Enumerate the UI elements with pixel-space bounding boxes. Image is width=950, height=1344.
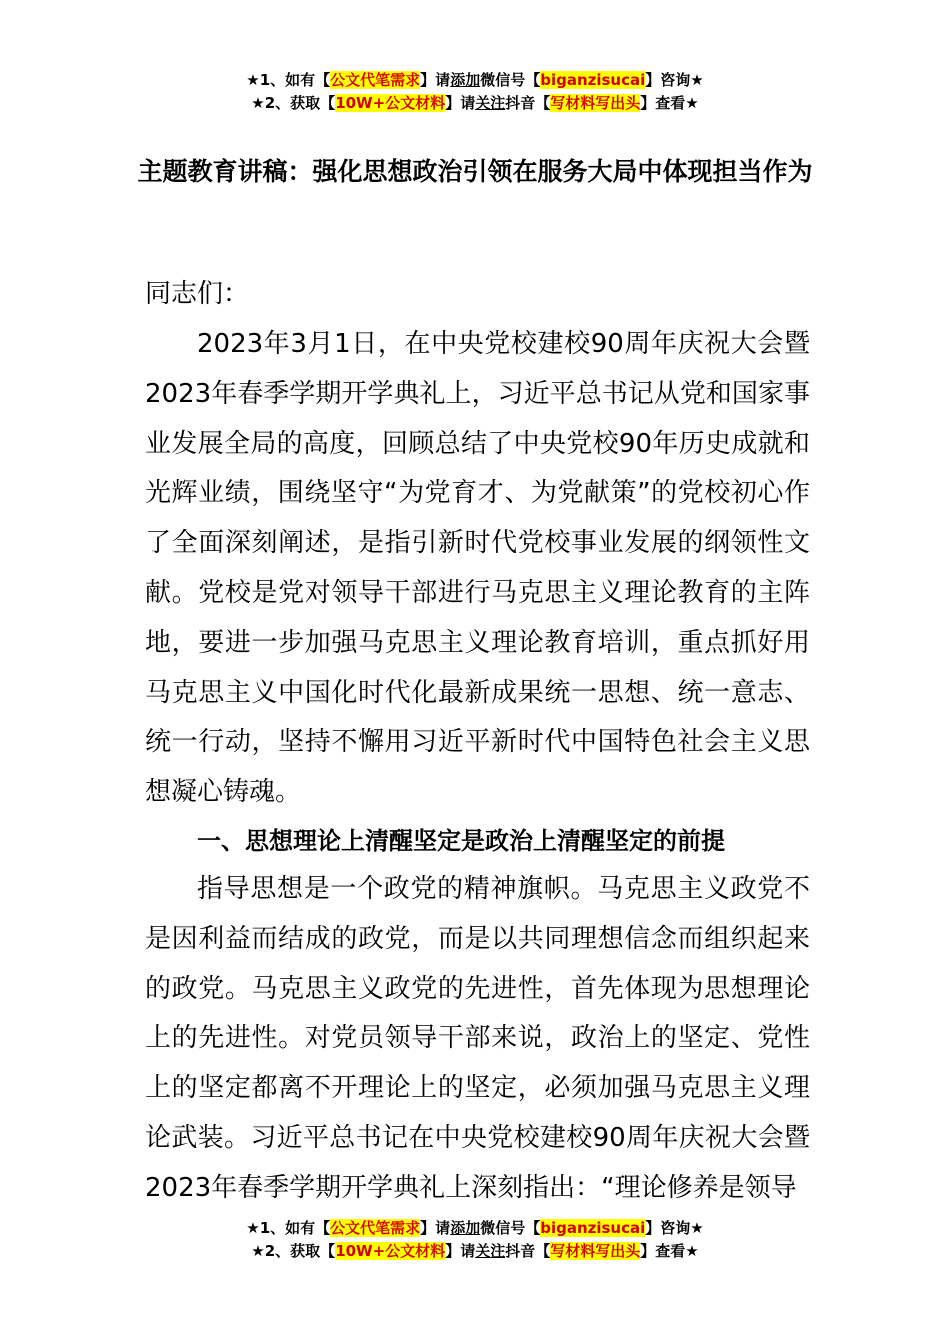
promo-highlight: 公文代笔需求: [330, 1219, 421, 1237]
promo-text: 】请: [445, 94, 476, 112]
promo-highlight: biganzisucai: [540, 1219, 646, 1237]
document-title: 主题教育讲稿：强化思想政治引领在服务大局中体现担当作为: [137, 157, 813, 186]
promo-emphasis: 关注: [475, 94, 506, 112]
promo-banner-top: [0, 69, 950, 115]
promo-line-1: [0, 69, 950, 92]
promo-suffix: 】查看★: [640, 94, 699, 112]
promo-line-1: [0, 1217, 950, 1240]
promo-text: 】请: [445, 1242, 476, 1260]
promo-prefix: ★1、如有【: [246, 1219, 331, 1237]
promo-text: 抖音【: [505, 1242, 551, 1260]
promo-highlight: 公文代笔需求: [330, 71, 421, 89]
paragraph-1: 2023年3月1日，在中央党校建校90周年庆祝大会暨2023年春季学期开学典礼上，习近平总书记从党和国家事业发展全局的高度，回顾总结了中央党校90年历史成就和光辉业绩，围绕坚守“为党育才、为党献策”的党校初心作了全面深刻阐述，是指引新时代党校事业发展的纲领性文献。党校是党对领导干部进行马克思主义理论教育的主阵地，要进一步加强马克思主义理论教育培训，重点抓好用马克思主义中国化时代化最新成果统一思想、统一意志、统一行动，坚持不懈用习近平新时代中国特色社会主义思想凝心铸魂。: [145, 329, 810, 808]
promo-highlight: biganzisucai: [540, 71, 646, 89]
promo-text: 】请: [420, 71, 451, 89]
promo-prefix: ★1、如有【: [246, 71, 331, 89]
promo-highlight: 10W+公文材料: [335, 94, 446, 112]
salutation: 同志们：: [145, 279, 250, 309]
promo-emphasis: 添加: [450, 1219, 481, 1237]
promo-prefix: ★2、获取【: [251, 94, 336, 112]
promo-text: 抖音【: [505, 94, 551, 112]
promo-highlight: 10W+公文材料: [335, 1242, 446, 1260]
promo-suffix: 】咨询★: [645, 1219, 704, 1237]
promo-line-2: [0, 1240, 950, 1263]
promo-text: 】请: [420, 1219, 451, 1237]
promo-text: 微信号【: [480, 71, 541, 89]
promo-highlight: 写材料写出头: [550, 94, 641, 112]
promo-text: 微信号【: [480, 1219, 541, 1237]
promo-line-2: [0, 92, 950, 115]
promo-banner-bottom: [0, 1217, 950, 1263]
promo-suffix: 】咨询★: [645, 71, 704, 89]
paragraph-2: 指导思想是一个政党的精神旗帜。马克思主义政党不是因利益而结成的政党，而是以共同理想信念而组织起来的政党。马克思主义政党的先进性，首先体现为思想理论上的先进性。对党员领导干部来说，政治上的坚定、党性上的坚定都离不开理论上的坚定，必须加强马克思主义理论武装。习近平总书记在中央党校建校90周年庆祝大会暨2023年春季学期开学典礼上深刻指出：“理论修养是领导: [145, 874, 810, 1203]
section-heading-1: 一、思想理论上清醒坚定是政治上清醒坚定的前提: [197, 827, 725, 855]
promo-highlight: 写材料写出头: [550, 1242, 641, 1260]
promo-emphasis: 添加: [450, 71, 481, 89]
promo-emphasis: 关注: [475, 1242, 506, 1260]
promo-prefix: ★2、获取【: [251, 1242, 336, 1260]
promo-suffix: 】查看★: [640, 1242, 699, 1260]
